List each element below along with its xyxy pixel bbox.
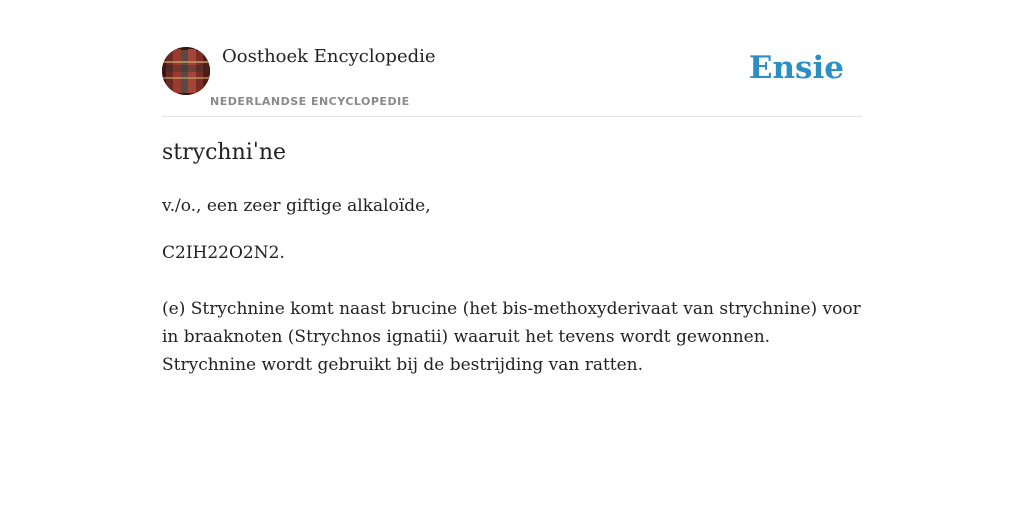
header [162, 0, 862, 117]
site-title-link[interactable]: Oosthoek Encyclopedie [222, 46, 436, 67]
book-spines-icon[interactable] [162, 47, 210, 95]
brand-logo-link[interactable]: Ensie [748, 50, 844, 86]
entry-formula: C2IH22O2N2. [162, 243, 285, 263]
entry-body: (e) Strychnine komt naast brucine (het bis-methoxyderivaat van strychnine) voor in braaknoten (Strychnos ignatii) waaruit het tevens wordt gewonnen. Strychnine wordt gebruikt bij de bestrijding van ratten. [162, 299, 861, 375]
entry-definition: v./o., een zeer giftige alkaloïde, [162, 196, 431, 216]
entry-title: strychniˈne [162, 140, 287, 165]
page [162, 0, 862, 375]
site-subtitle: NEDERLANDSE ENCYCLOPEDIE [210, 95, 410, 108]
